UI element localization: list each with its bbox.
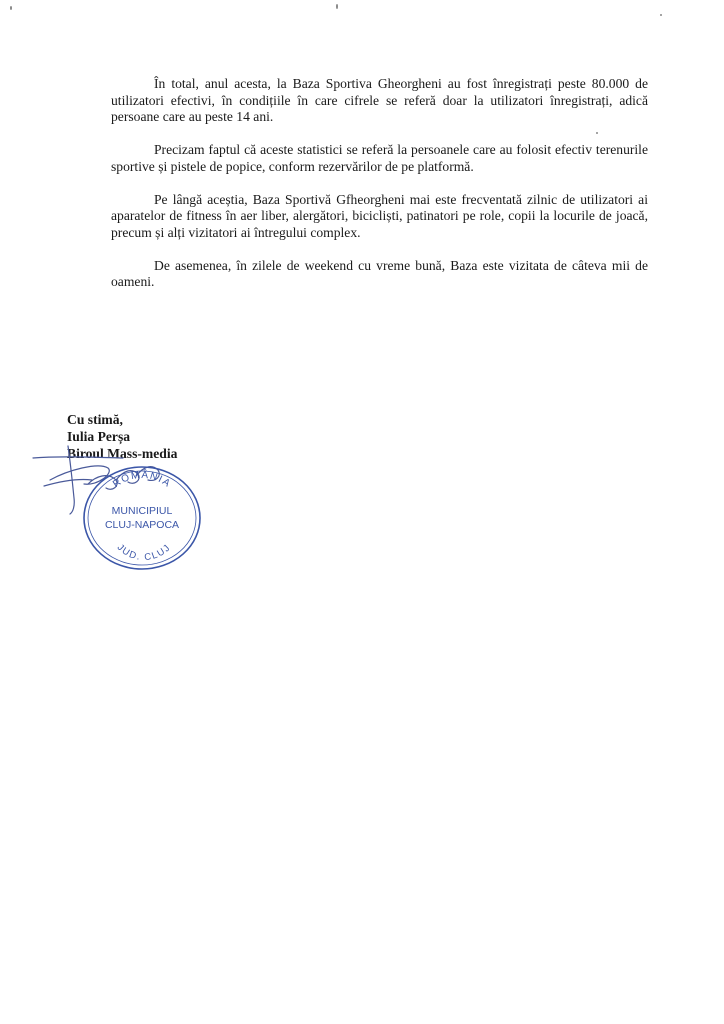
paragraph-3 [111,192,648,242]
stamp-bottom-text: JUD. CLUJ [114,542,174,564]
scan-speck [660,14,662,16]
scan-speck [10,6,12,10]
paragraph-4 [111,258,648,291]
paragraph-2 [111,142,648,175]
paragraph-3-text: Pe lângă aceștia, Baza Sportivă Gfheorgheni mai este frecventată zilnic de utilizatori ai aparatelor de fitness în aer liber, alergători, bicicliști, patinatori pe role, copii la locurile de joacă, precum și alți vizitatori ai întregului complex. [111,191,648,240]
paragraph-1-text: În total, anul acesta, la Baza Sportiva Gheorgheni au fost înregistrați peste 80.000 de utilizatori efectivi, în condițiile în care cifrele se referă doar la utilizatori înregistrați, adică persoane care au peste 14 ani. [111,76,648,124]
paragraph-4-text: De asemenea, în zilele de weekend cu vreme bună, Baza este vizitata de câteva mii de oameni. [111,257,648,289]
signer-name: Iulia Perșa [67,429,131,444]
letter-body [111,76,648,307]
stamp-line-1: MUNICIPIUL [111,505,173,517]
stamp-top-text: ROMÂNIA [111,469,173,491]
paragraph-2-text: Precizam faptul că aceste statistici se referă la persoanele care au folosit efectiv terenurile sportive și pistele de popice, conform rezervărilor de pe platformă. [111,142,648,174]
stamp-line-2: CLUJ-NAPOCA [104,519,180,531]
salutation: Cu stimă, [67,412,123,427]
signer-department: Biroul Mass-media [67,446,178,461]
official-stamp [80,462,204,572]
paragraph-1 [111,76,648,126]
scan-speck [336,4,338,9]
